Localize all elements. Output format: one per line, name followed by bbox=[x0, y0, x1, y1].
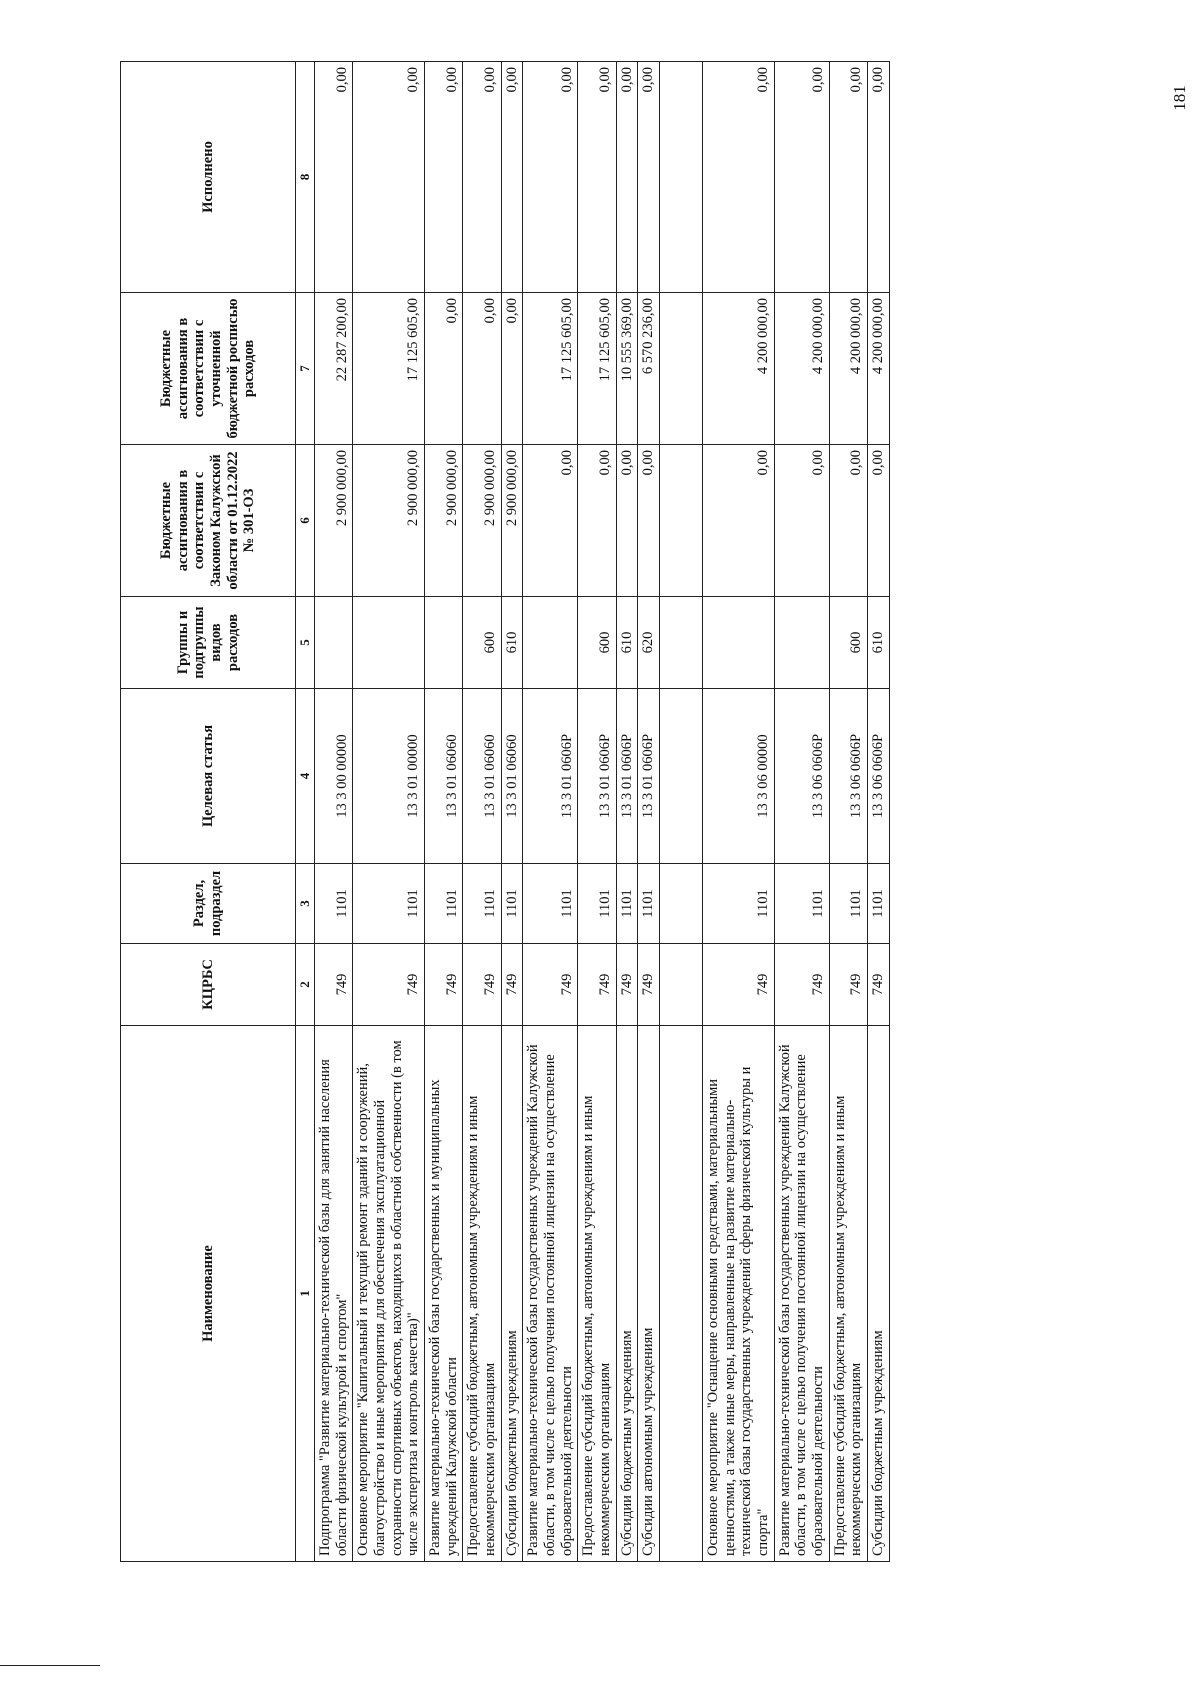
table-row bbox=[315, 62, 353, 1562]
column-number: 2 bbox=[296, 944, 315, 1026]
row-razdel: 1101 bbox=[578, 864, 616, 944]
row-kcrbs: 749 bbox=[774, 944, 829, 1026]
row-name: Развитие материально-технической базы государственных учреждений Калужской области, в том числе с целью получения постоянной лицензии на осуществление образовательной деятельности bbox=[774, 1026, 829, 1562]
row-kcrbs: 749 bbox=[353, 944, 425, 1026]
row-kcrbs: 749 bbox=[425, 944, 463, 1026]
row-vid bbox=[315, 597, 353, 689]
header-name: Наименование bbox=[121, 1026, 296, 1562]
row-vid: 600 bbox=[829, 597, 867, 689]
row-ispolneno: 0,00 bbox=[463, 62, 501, 293]
row-ispolneno: 0,00 bbox=[501, 62, 523, 293]
row-rospis: 4 200 000,00 bbox=[774, 293, 829, 445]
table-row bbox=[774, 62, 829, 1562]
table-row bbox=[829, 62, 867, 1562]
row-celevaya: 13 3 06 00000 bbox=[703, 689, 775, 864]
row-ispolneno: 0,00 bbox=[523, 62, 578, 293]
header-celevaya: Целевая статья bbox=[121, 689, 296, 864]
row-vid bbox=[353, 597, 425, 689]
row-celevaya: 13 3 01 06060 bbox=[425, 689, 463, 864]
row-vid bbox=[774, 597, 829, 689]
row-vid bbox=[703, 597, 775, 689]
row-razdel: 1101 bbox=[425, 864, 463, 944]
row-celevaya: 13 3 06 0606Р bbox=[829, 689, 867, 864]
row-celevaya: 13 3 01 06060 bbox=[463, 689, 501, 864]
row-celevaya: 13 3 01 0606Р bbox=[638, 689, 660, 864]
column-number: 1 bbox=[296, 1026, 315, 1562]
empty-cell bbox=[660, 62, 703, 293]
row-kcrbs: 749 bbox=[501, 944, 523, 1026]
row-razdel: 1101 bbox=[868, 864, 890, 944]
row-zakon: 0,00 bbox=[868, 445, 890, 597]
header-row bbox=[121, 62, 296, 1562]
column-number: 3 bbox=[296, 864, 315, 944]
row-vid: 620 bbox=[638, 597, 660, 689]
row-name: Предоставление субсидий бюджетным, автономным учреждениям и иным некоммерческим организациям bbox=[578, 1026, 616, 1562]
row-ispolneno: 0,00 bbox=[425, 62, 463, 293]
row-rospis: 0,00 bbox=[463, 293, 501, 445]
empty-cell bbox=[660, 1026, 703, 1562]
row-ispolneno: 0,00 bbox=[703, 62, 775, 293]
row-vid bbox=[425, 597, 463, 689]
row-zakon: 0,00 bbox=[774, 445, 829, 597]
table-row bbox=[703, 62, 775, 1562]
budget-table bbox=[120, 61, 890, 1562]
row-rospis: 10 555 369,00 bbox=[616, 293, 638, 445]
row-name: Предоставление субсидий бюджетным, автономным учреждениям и иным некоммерческим организациям bbox=[463, 1026, 501, 1562]
row-razdel: 1101 bbox=[315, 864, 353, 944]
column-number: 4 bbox=[296, 689, 315, 864]
row-vid: 610 bbox=[868, 597, 890, 689]
row-vid: 600 bbox=[463, 597, 501, 689]
column-number: 6 bbox=[296, 445, 315, 597]
row-name: Субсидии бюджетным учреждениям bbox=[501, 1026, 523, 1562]
row-rospis: 22 287 200,00 bbox=[315, 293, 353, 445]
table-row bbox=[523, 62, 578, 1562]
row-name: Субсидии бюджетным учреждениям bbox=[616, 1026, 638, 1562]
empty-cell bbox=[660, 445, 703, 597]
table-row bbox=[501, 62, 523, 1562]
row-zakon: 2 900 000,00 bbox=[463, 445, 501, 597]
row-rospis: 0,00 bbox=[425, 293, 463, 445]
row-name: Подпрограмма "Развитие материально-технической базы для занятий населения области физической культурой и спортом" bbox=[315, 1026, 353, 1562]
header-rospis: Бюджетные ассигнования в соответствии с уточненной бюджетной росписью расходов bbox=[121, 293, 296, 445]
table-row bbox=[868, 62, 890, 1562]
footnote-divider bbox=[0, 1665, 100, 1666]
header-razdel: Раздел, подраздел bbox=[121, 864, 296, 944]
row-razdel: 1101 bbox=[829, 864, 867, 944]
table-row bbox=[463, 62, 501, 1562]
row-kcrbs: 749 bbox=[868, 944, 890, 1026]
row-vid: 600 bbox=[578, 597, 616, 689]
empty-cell bbox=[660, 293, 703, 445]
empty-cell bbox=[660, 864, 703, 944]
row-rospis: 4 200 000,00 bbox=[868, 293, 890, 445]
row-celevaya: 13 3 01 0606Р bbox=[616, 689, 638, 864]
row-celevaya: 13 3 01 0606Р bbox=[523, 689, 578, 864]
empty-cell bbox=[660, 597, 703, 689]
row-name: Предоставление субсидий бюджетным, автономным учреждениям и иным некоммерческим организациям bbox=[829, 1026, 867, 1562]
row-ispolneno: 0,00 bbox=[638, 62, 660, 293]
table-row bbox=[638, 62, 660, 1562]
row-name: Развитие материально-технической базы государственных учреждений Калужской области, в том числе с целью получения постоянной лицензии на осуществление образовательной деятельности bbox=[523, 1026, 578, 1562]
row-razdel: 1101 bbox=[523, 864, 578, 944]
row-celevaya: 13 3 00 00000 bbox=[315, 689, 353, 864]
row-rospis: 17 125 605,00 bbox=[523, 293, 578, 445]
row-ispolneno: 0,00 bbox=[868, 62, 890, 293]
row-kcrbs: 749 bbox=[578, 944, 616, 1026]
row-kcrbs: 749 bbox=[638, 944, 660, 1026]
row-razdel: 1101 bbox=[463, 864, 501, 944]
column-number-row bbox=[296, 62, 315, 1562]
empty-row bbox=[660, 62, 703, 1562]
header-zakon: Бюджетные ассигнования в соответствии с Законом Калужской области от 01.12.2022 № 301-ОЗ bbox=[121, 445, 296, 597]
row-celevaya: 13 3 06 0606Р bbox=[774, 689, 829, 864]
row-ispolneno: 0,00 bbox=[616, 62, 638, 293]
table-row bbox=[578, 62, 616, 1562]
row-zakon: 0,00 bbox=[703, 445, 775, 597]
header-kcrbs: КЦРБС bbox=[121, 944, 296, 1026]
row-razdel: 1101 bbox=[774, 864, 829, 944]
table-row bbox=[616, 62, 638, 1562]
row-razdel: 1101 bbox=[703, 864, 775, 944]
row-kcrbs: 749 bbox=[703, 944, 775, 1026]
empty-cell bbox=[660, 689, 703, 864]
column-number: 8 bbox=[296, 62, 315, 293]
row-kcrbs: 749 bbox=[616, 944, 638, 1026]
row-vid: 610 bbox=[616, 597, 638, 689]
row-name: Развитие материально-технической базы государственных и муниципальных учреждений Калужской области bbox=[425, 1026, 463, 1562]
row-zakon: 2 900 000,00 bbox=[353, 445, 425, 597]
row-ispolneno: 0,00 bbox=[829, 62, 867, 293]
row-razdel: 1101 bbox=[501, 864, 523, 944]
row-rospis: 0,00 bbox=[501, 293, 523, 445]
row-rospis: 17 125 605,00 bbox=[578, 293, 616, 445]
row-rospis: 6 570 236,00 bbox=[638, 293, 660, 445]
row-celevaya: 13 3 01 0606Р bbox=[578, 689, 616, 864]
table-row bbox=[353, 62, 425, 1562]
row-zakon: 0,00 bbox=[523, 445, 578, 597]
row-kcrbs: 749 bbox=[829, 944, 867, 1026]
row-kcrbs: 749 bbox=[463, 944, 501, 1026]
page-number: 181 bbox=[1170, 85, 1189, 111]
row-zakon: 0,00 bbox=[616, 445, 638, 597]
row-rospis: 4 200 000,00 bbox=[703, 293, 775, 445]
row-razdel: 1101 bbox=[638, 864, 660, 944]
row-zakon: 0,00 bbox=[638, 445, 660, 597]
row-zakon: 2 900 000,00 bbox=[315, 445, 353, 597]
row-kcrbs: 749 bbox=[523, 944, 578, 1026]
column-number: 5 bbox=[296, 597, 315, 689]
row-celevaya: 13 3 06 0606Р bbox=[868, 689, 890, 864]
row-zakon: 0,00 bbox=[829, 445, 867, 597]
row-vid: 610 bbox=[501, 597, 523, 689]
row-ispolneno: 0,00 bbox=[578, 62, 616, 293]
row-rospis: 17 125 605,00 bbox=[353, 293, 425, 445]
row-name: Основное мероприятие "Капитальный и текущий ремонт зданий и сооружений, благоустройство и иные мероприятия для обеспечения эксплуатационной сохранности спортивных объектов, находящихся в областной собственности (в том числе экспертиза и контроль качества)" bbox=[353, 1026, 425, 1562]
table-row bbox=[425, 62, 463, 1562]
row-razdel: 1101 bbox=[616, 864, 638, 944]
row-name: Основное мероприятие "Оснащение основными средствами, материальными ценностями, а также иные меры, направленные на развитие материально-технической базы государственных учреждений сферы физической культуры и спорта" bbox=[703, 1026, 775, 1562]
row-celevaya: 13 3 01 00000 bbox=[353, 689, 425, 864]
header-ispolneno: Исполнено bbox=[121, 62, 296, 293]
row-ispolneno: 0,00 bbox=[315, 62, 353, 293]
column-number: 7 bbox=[296, 293, 315, 445]
row-rospis: 4 200 000,00 bbox=[829, 293, 867, 445]
empty-cell bbox=[660, 944, 703, 1026]
row-kcrbs: 749 bbox=[315, 944, 353, 1026]
row-name: Субсидии автономным учреждениям bbox=[638, 1026, 660, 1562]
row-name: Субсидии бюджетным учреждениям bbox=[868, 1026, 890, 1562]
row-razdel: 1101 bbox=[353, 864, 425, 944]
rotated-budget-page bbox=[120, 62, 1082, 1562]
row-celevaya: 13 3 01 06060 bbox=[501, 689, 523, 864]
row-zakon: 2 900 000,00 bbox=[501, 445, 523, 597]
row-vid bbox=[523, 597, 578, 689]
row-ispolneno: 0,00 bbox=[774, 62, 829, 293]
row-ispolneno: 0,00 bbox=[353, 62, 425, 293]
header-vid: Группы и подгруппы видов расходов bbox=[121, 597, 296, 689]
row-zakon: 2 900 000,00 bbox=[425, 445, 463, 597]
row-zakon: 0,00 bbox=[578, 445, 616, 597]
